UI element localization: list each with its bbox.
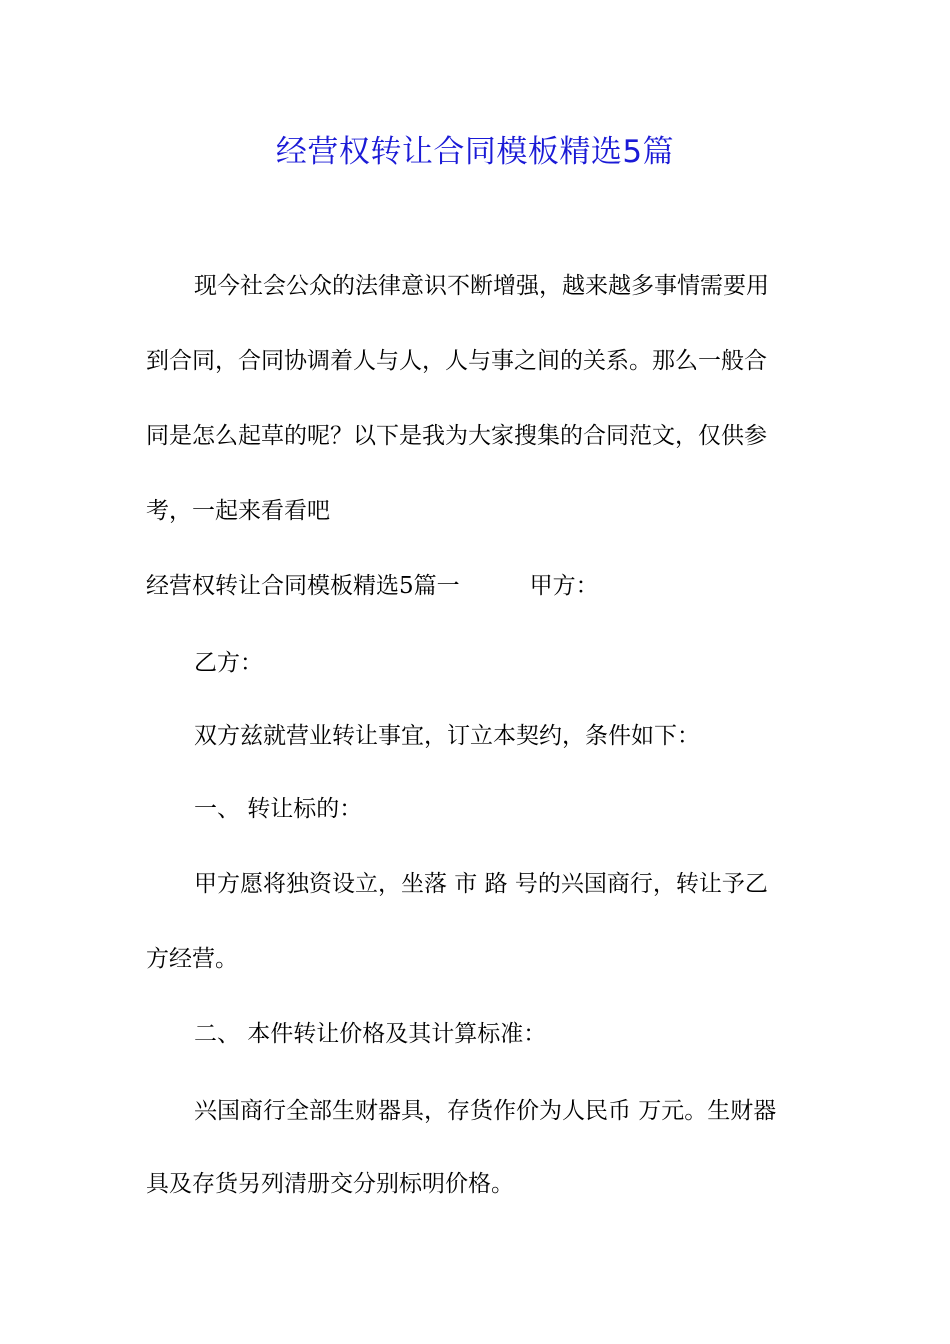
- section-heading-line: [146, 568, 806, 604]
- document-title: 经营权转让合同模板精选5篇: [275, 134, 675, 170]
- clause-2-line-2: 具及存货另列清册交分别标明价格。: [146, 1171, 514, 1197]
- intro-line-4: 考，一起来看看吧: [146, 498, 330, 524]
- clause-1-heading: 一、 转让标的：: [194, 796, 363, 822]
- intro-line-3: 同是怎么起草的呢？以下是我为大家搜集的合同范文，仅供参: [146, 423, 767, 449]
- intro-line-2: 到合同，合同协调着人与人，人与事之间的关系。那么一般合: [146, 348, 767, 374]
- clause-2-heading: 二、 本件转让价格及其计算标准：: [194, 1021, 547, 1047]
- party-a-label: 甲方：: [529, 573, 599, 599]
- clause-2-line-1: 兴国商行全部生财器具，存货作价为人民币 万元。生财器: [194, 1098, 777, 1124]
- clause-1-line-1: 甲方愿将独资设立，坐落 市 路 号的兴国商行，转让予乙: [194, 871, 768, 897]
- clause-1-line-2: 方经营。: [146, 946, 238, 972]
- intro-line-1: 现今社会公众的法律意识不断增强，越来越多事情需要用: [194, 273, 769, 299]
- preamble: 双方兹就营业转让事宜，订立本契约，条件如下：: [194, 723, 700, 749]
- party-b-label: 乙方：: [194, 650, 263, 676]
- section-heading: 经营权转让合同模板精选5篇一: [146, 573, 460, 599]
